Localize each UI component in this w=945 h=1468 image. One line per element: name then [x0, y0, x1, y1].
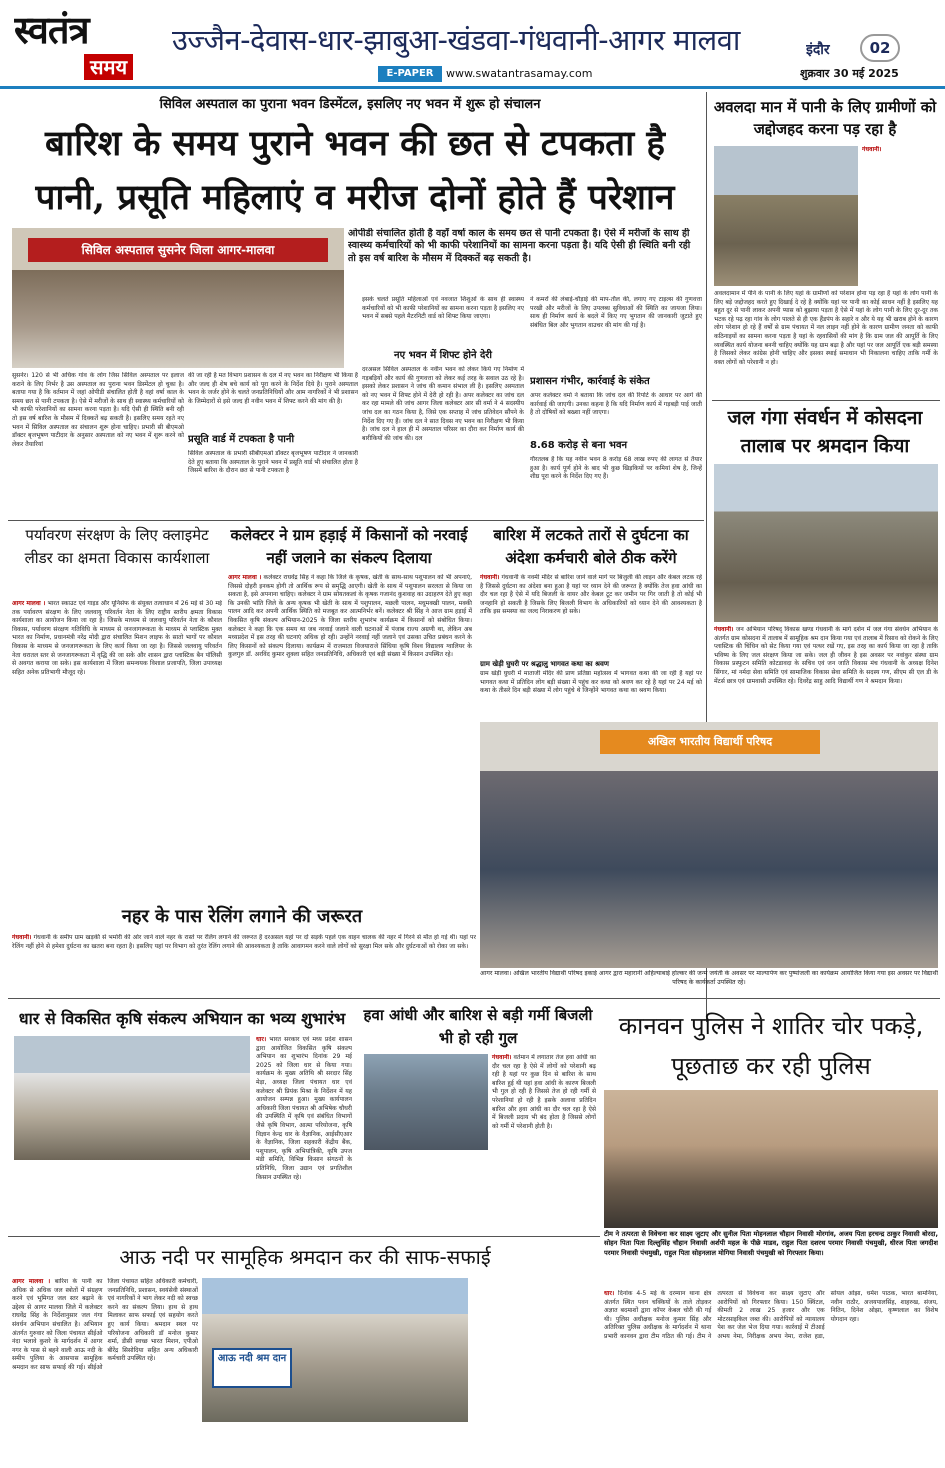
art7-headline: धार से विकसित कृषि संकल्प अभियान का भव्य शुभारंभ: [18, 1009, 346, 1028]
lead-kicker: सिविल अस्पताल का पुराना भवन डिस्मेंटल, इसलिए नए भवन में शुरू हो संचालन: [159, 97, 541, 112]
art6-text: गंधवानी के समीप ग्राम खड़की से भमोरी की ओर जाने वाले नहर के रास्ते पर रेलिंग लगाने की जरूरत है दरअसल यहां पर दो सड़कें पहले एक वाहन चालक की नहर में गिरने से मौत हो गई थी। यहां पर रेलिंग नहीं होने से हमेशा दुर्घटना का खतरा बना रहता है। इसलिए यहां पर विभाग को तुरंत रेलिंग लगाने की आवश्यकता है ताकि आवागमन करने वाले लोगों को सुरक्षा मिल सके और दुर्घटनाओं को रोका जा सके।: [12, 934, 476, 950]
masthead: [0, 0, 945, 92]
edition-title: उज्जैन-देवास-धार-झाबुआ-खंडवा-गंधवानी-आगर मालवा: [172, 23, 740, 57]
aau-river-photo: [202, 1278, 468, 1422]
epaper-badge: E-PAPER: [378, 66, 442, 82]
art5-text: गंधवानी के नवमी मंदिर से बारिश जाने वाले मार्ग पर बिजुली की लाइन और केबल लटक रहे है जिससे दुर्घटना का अंदेशा बना हुआ है यहां पर ध्यान देने की जरूरत है क्योंकि तेज हवा आंधी का दौर चल रहा है ऐसे में यदि बिजली के वायर और केबल टूट कर जमीन पर गिर जाती है तो कोई भी जनहानि हो सकती है जिसके लिए बिजली विभाग के अधिकारियों को ध्यान देने की आवश्यकता है ताकि इस समस्या का जल्द निराकरण हो सके।: [480, 574, 702, 616]
art10-body-col1: [12, 1278, 198, 1464]
villagers-water-photo: [714, 146, 858, 286]
art9-dateline: धार।: [604, 1290, 615, 1297]
shramdaan-photo: [714, 464, 938, 622]
lead-col3-wrap: [362, 296, 524, 514]
lead-col1: सुसनेर। 120 से भी अधिक गांव के लोग जिस सिविल अस्पताल पर इलाज कराने के लिए निर्भर है उस अस्पताल का पुराना भवन डिस्मेंटल हो चुका है। बताया गया है कि वर्तमान में जहां ओपीडी संचालित होती है वहां वर्षा काल के समय छत से पानी टपकता है। ऐसे में मरीजों के साथ ही स्वास्थ्य कर्मचारियों को भी काफी परेशानियों का सामना करना पड़ता है। यदि ऐसी ही स्थिति बनी रही तो इस वर्ष बारिश के मौसम में दिक्कतें बढ़ सकती है। इसलिए समय रहते नए भवन में सिविल अस्पताल का संचालन शुरू होना चाहिए। प्रभारी सी बीएमओ डॉक्टर बृजभूषण पाटीदार के अनुसार अस्पताल को नए भवन में शुरू करने को लेकर तैयारियां: [12, 372, 184, 448]
art7-text: भारत सरकार एवं मध्य प्रदेश शासन द्वारा आयोजित विकसित कृषि संकल्प अभियान का शुभारंभ दिनांक 29 मई 2025 को जिला धार से किया गया। कार्यक्रम के मुख्य अतिथि श्री सरदार सिंह मेड़ा, अध्यक्ष जिला पंचायत धार एवं कलेक्टर श्री प्रियंक मिश्रा के निर्देशन में यह आयोजन सम्पन्न हुआ। मुख्य कार्यपालन अधिकारी जिला पंचायत श्री अभिषेक चौधरी की उपस्थिति में कृषि एवं संबंधित विभागों जैसे कृषि विभाग, आत्मा परियोजना, कृषि विज्ञान केन्द्र धार के वैज्ञानिक, आईसीएआर के वैज्ञानिक, जिला सहकारी केंद्रीय बैंक, पशुपालन, कृषि अभियांत्रिकी, कृषि उपज मंडी समिति, विभिन्न किसान संगठनों के प्रतिनिधि, जिला उद्यान एवं प्रगतिशील किसान उपस्थित रहे।: [256, 1036, 352, 1181]
lead-col4: ने कमरों की लंबाई-चौड़ाई की माप-तौल की, लगाए गए टाइल्स की गुणवत्ता परखी और मरीजों के लिए उपलब्ध सुविधाओं की स्थिति का जायजा लिया। साथ ही निर्माण कार्य के बदले में किए गए भुगतान की जानकारी जुटाते हुए संबंधित बिल और भुगतान वाउचर की मांग की गई है।: [530, 296, 702, 329]
right1-body: अवलदामान में पीने के पानी के लिए यहां के ग्रामीणों को परेशान होना पड़ रहा है यहां के लोग पानी के लिए बड़े जद्दोजहद करते हुए दिखाई दे रहे है क्योंकि यहां पर पानी का कोई साधन नहीं है इसलिए यह बहुत दूर से पानी लाकर अपनी प्यास को बुझाया पड़ता है ऐसे में यहां के लोग पानी के लिए दूर-दूर तक भटक रहे पढ़ रहा गांव के लोग पालते से ही एक हैंडपंप के सहारे व और ये यह भी खराब होने के कारण लोग परेशान हो रहे हैं वर्षों से ग्राम पंचायत में नल लाइन नहीं होने के कारण ग्रामीण जनता को काफी कठिनाइयों का सामना करना पड़ता है यहां के रहवासियों की मांग है कि ग्राम जल की आपूर्ति के लिए व्यवस्थित कार्य योजना बननी चाहिए क्योंकि यह ग्राम बढ़ा है और यहां पर जल आपूर्ति एक बड़ी समस्या है जिसको लेकर कांग्रेस होनी चाहिए और इसका स्थाई समाधान भी निकालना चाहिए ताकि गर्मी के वक्त लोगों को परेशानी न हो।: [714, 290, 938, 366]
abvp-banner: अखिल भारतीय विद्यार्थी परिषद: [600, 730, 820, 754]
logo[interactable]: [14, 8, 164, 90]
lead-sub2: नए भवन में शिफ्ट होने देरी: [394, 350, 492, 361]
logo-line2: समय: [84, 54, 133, 80]
art6-dateline: गंधवानी।: [12, 934, 32, 941]
lead-sub4: 8.68 करोड़ से बना भवन: [530, 440, 628, 451]
art9-body: [604, 1290, 938, 1460]
right1-dateline: गंधवानी।: [862, 146, 882, 153]
lead-intro: ओपीडी संचालित होती है वहाँ वर्षा काल के समय छत से पानी टपकता है। ऐसे में मरीजों के साथ ही स्वास्थ्य कर्मचारियों को भी काफी परेशानियों का सामना करना पड़ता है। यदि ऐसी ही स्थिति बनी रही तो इस वर्ष बारिश के मौसम में दिक्कतें बढ़ सकती है।: [348, 228, 691, 264]
lead-col2b: सिविल अस्पताल के प्रभारी सीबीएमओ डॉक्टर बृजभूषण पाटीदार ने जानकारी देते हुए बताया कि अस्पताल के पुराने भवन में प्रसूति वार्ड भी संचालित होता है जिसमें बारिश के दौरान छत से पानी टपकता है: [188, 450, 358, 475]
lead-headline-1: बारिश के समय पुराने भवन की छत से टपकता है: [45, 123, 665, 164]
lead-sub3: प्रशासन गंभीर, कार्रवाई के संकेत: [530, 376, 650, 387]
lead-col2-wrap: [188, 372, 358, 514]
hospital-photo: [12, 228, 344, 368]
lead-col4-wrap: [530, 296, 702, 514]
right1-text: [862, 146, 938, 286]
art5-dateline: गंधवानी।: [480, 574, 500, 581]
issue-date: शुक्रवार 30 मई 2025: [800, 67, 899, 80]
art4-text: कलेक्टर राघवेंद्र सिंह ने कहा कि जिले के कृषक, खेती के साथ-साथ पशुपालन को भी अपनाएं, जिससे दोहरी इनकम होगी तो आर्थिक रूप से समृद्धि आएगी। खेती के साथ में पशुपालन सरलता से किया जा सकता है, इसे अपनाना चाहिए। कलेक्टर ने ग्राम सोयतकलां के कृषक गजानंद कुशवाह का उदाहरण देते हुए कहा कि उनकी भांति जिले के अन्य कृषक भी खेती के साथ में पशुपालन, मछली पालन, मधुमक्खी पालन, मक्की पालन आदि कर अपनी आर्थिक स्थिति को मजबूत कर आत्मनिर्भर बनें। कलेक्टर श्री सिंह ने आज ग्राम हड़ाई में विकसित कृषि संकल्प अभियान-2025 के जिला स्तरीय शुभारंभ कार्यक्रम में किसानों को संबोधित किया। कलेक्टर ने कहा कि एक समय था जब नरवाई जलाने वाली घटनाओं में पंजाब राज्य अग्रणी था, लेकिन अब मध्यप्रदेश में इस तरह की घटनाएं अधिक हो रही। उन्होंने नरवाई नहीं जलाने एवं उसका उचित प्रबंधन करने के लिए किसानों को संकल्प दिलाया। कार्यक्रम में राजमाता विजयाराजे सिंधिया कृषि विश्व विद्यालय ग्वालियर के कुलगुरु डॉ. अरविंद कुमार शुक्ला सहित जनप्रतिनिधि, अधिकारी एवं बड़ी संख्या में किसान उपस्थित रहे।: [228, 574, 472, 659]
page-number: 02: [860, 34, 900, 62]
city-label: इंदौर: [806, 42, 830, 58]
lead-sub1: प्रसूति वार्ड में टपकता है पानी: [188, 434, 295, 445]
rule-row4: [8, 1236, 600, 1237]
art10-text: बारिश के पानी का अधिक से अधिक जल स्त्रोतों में संग्रहण करने एवं भूमिगत जल स्तर बढ़ाने के उद्देश्य से आगर मालवा जिले में कलेक्टर राघवेंद्र सिंह के निर्देशानुसार जल गंगा संवर्धन अभियान संचालित है। अभियान अंतर्गत गुरुवार को जिला पंचायत सीईओ नंदा भलावे कुशरे के मार्गदर्शन में आगर नगर के पास से बहने वाली आऊ नदी के समीप पुलिया के आसपास सामूहिक श्रमदान कर साफ सफाई की गई। सीईओ जिला पंचायत सहित अधिकारी कर्मचारी, जनप्रतिनिधि, प्रशासन, स्वयंसेवी संस्थाओं एवं नागरिकों ने भाग लेकर नदी को स्वच्छ करने का संकल्प लिया। हाथ से हाथ मिलाकर साफ सफाई एवं सहयोग करते हुए कार्य किया। श्रमदान स्थल पर परियोजना अधिकारी डॉ मनोज कुमार शर्मा, डीसी स्वच्छ भारत मिशन, एपीओ बीरेंद्र सिसोदिया सहित अन्य अधिकारी कर्मचारी उपस्थित रहे।: [12, 1278, 198, 1371]
right2-text: जन अभियान परिषद् विकास खण्ड गंधवानी के मार्ग दर्शन में जल गंगा संवर्धन अभियान के अंतर्गत ग्राम कोसदना में तालाब में सामूहिक श्रम दान किया गया एवं तालाब में रिसाव को रोकने के लिए प्लास्टिक की चिंधिन को सेट किया गया एवं पत्थर रखें गए, इस तरह का कार्य किया जा रहा है ताकि भविष्य के लिए जल संरक्षण किया जा सके। जल ही जीवन है इस अवसर पर नवांकुर संस्था ग्राम विकास प्रस्फुटन समिति कोटडावदा के सचिव एवं जन जाति विकास मंच गंधवानी के अध्यक्ष दिनेश सिंगार, मां नर्मदा सेवा समिति एवं सामाजिक विकास सेवा समिति के सदस्य गण, सीएम सी एल डी के मेंटर्स छात्र एवं ग्रामवासी उपस्थित रहे। दिवरेंद्र साहु आदि विद्यार्थी गण ने श्रमदान किया।: [714, 626, 938, 685]
lead-col3: इसके चलते प्रसूति महिलाओं एवं नवजात शिशुओं के साथ ही स्वास्थ्य कर्मचारियों को भी काफी परेशानियों का सामना करना पड़ता है इसलिए नए भवन में सबसे पहले मैटरनिटी वार्ड को शिफ्ट किया जाएगा।: [362, 296, 524, 321]
lead-col3b: दरअसल सिविल अस्पताल के नवीन भवन को लेकर किये गए निर्माण में गड़बड़ियों और कार्य की गुणवत्ता को लेकर कई तरह के सवाल उठ रहे है। इसको लेकर प्रशासन ने जांच की कमान संभाल ली है। इसलिए अस्पताल को नए भवन में शिफ्ट होने में देरी हो रही है। अपर कलेक्टर का जांच दल कर रहा मामले की जांच आगर जिला कलेक्टर आर सी वर्मा ने 4 सदस्यीय जांच दल का गठन किया है, जिसे एक सप्ताह में जांच प्रतिवेदन सौंपने के निर्देश दिए गए हैं। जांच दल ने सात दिवस नए भवन का निरीक्षण भी किया है। जांच दल ने हाल ही में अस्पताल परिसर का दौरा कर निर्माण कार्य की बारीकियों की जांच की। दल: [362, 366, 524, 442]
art3-headline: पर्यावरण संरक्षण के लिए क्लाइमेट लीडर का क्षमता विकास कार्यशाला: [24, 526, 210, 567]
art8-dateline: गंधवानी।: [492, 1054, 512, 1061]
art4-dateline: आगर मालवा ।: [228, 574, 262, 581]
art7-dateline: धार।: [256, 1036, 267, 1043]
art6-headline: नहर के पास रेलिंग लगाने की जरूरत: [121, 906, 363, 927]
abvp-group-photo: [480, 722, 938, 968]
art8-text: वर्तमान में लगातार तेज हवा आंधी का दौर चल रहा है ऐसे में लोगों को परेशानी बढ़ रही है यहां पर कुछ दिन से बारिश के साथ बारिश हुई थी यहां हवा आंधी के कारण बिजली भी गुल हो रही है जिससे तेज हो रही गर्मी से परेशानियां हो रही है इसके अलावा प्रतिदिन बारिश और हवा आंधी का दौर चल रहा है ऐसे में बिजली प्रदाय भी बंद होता है जिससे लोगों को गर्मी में परेशानी होती है।: [492, 1054, 596, 1130]
rule-row3: [8, 998, 940, 999]
lead-headline-2: पानी, प्रसूति महिलाएं व मरीज दोनों होते हैं परेशान: [35, 177, 675, 218]
art8-headline: हवा आंधी और बारिश से बड़ी गर्मी बिजली भी हो रही गुल: [363, 1006, 593, 1047]
art3-text: भारत स्काउट एवं गाइड और यूनिसेफ के संयुक्त तत्वाधान में 26 मई से 30 मई तक पर्यावरण संरक्षण के लिए जलवायु परिवर्तन नेता के लिए राष्ट्रीय स्तरीय क्षमता विकास कार्यशाला का आयोजन किया जा रहा है। जिसके माध्यम से जलवायु परिवर्तन नेता के कौशल विकास, पर्यावरण संरक्षण गतिविधि के माध्यम से जनजागरूकता के माध्यम से प्लास्टिक मुक्त भारत का निर्माण, प्रधानमंत्री नरेंद्र मोदी द्वारा संचालित मिशन लाइफ के सातो भागों पर कौशल विकास के माध्यम से जनजागरूकता के लिए कार्य किया जा रहा है। जिससे जलवायु परिवर्तन नेता धरातल स्तर से जनजागरूकता में वृद्धि की जा सके और शासन द्वारा प्लास्टिक बैन पॉलिसी से अवगत कराया जा सके। इस कार्यशाला में जिला समन्वयक विशाल प्रजापति, जिला उपाध्यक्ष सहित अनेक प्रतिभागी मौजूद रहे।: [12, 600, 222, 676]
art7-body: [14, 1036, 352, 1236]
lead-col4c: गौरतलब है कि यह नवीन भवन 8 करोड़ 68 लाख रुपए की लागत से तैयार हुआ है। कार्य पूर्ण होने के बाद भी कुछ खिड़कियों पर कमियां शेष है, जिन्हें शीघ्र पूरा करने के निर्देश दिए गए हैं।: [530, 456, 702, 481]
rule-r1: [712, 400, 940, 401]
hospital-sign: सिविल अस्पताल सुसनेर जिला आगर-मालवा: [28, 238, 328, 262]
art6-body: [12, 934, 476, 994]
art4-headline: कलेक्टर ने ग्राम हड़ाई में किसानों को नरवाई नहीं जलाने का संकल्प दिलाया: [230, 526, 468, 567]
art10-headline: आऊ नदी पर सामूहिक श्रमदान कर की साफ-सफाई: [119, 1245, 491, 1269]
right2-headline: जल गंगा संवर्धन में कोसदना तालाब पर श्रमदान किया: [727, 407, 923, 457]
lead-col4b: अपर कलेक्टर वर्मा ने बताया कि जांच दल की रिपोर्ट के आधार पर आगे की कार्रवाई की जाएगी। उनका कहना है कि यदि निर्माण कार्य में गड़बड़ी पाई जाती है तो दोषियों को बख्शा नहीं जाएगा।: [530, 392, 702, 417]
art5-sub: ग्राम खेड़ी घुघरी पर श्रद्धालु भागवत कथा का श्रवण: [480, 660, 609, 668]
masthead-rule: [0, 86, 945, 89]
art5-body: [480, 574, 702, 658]
art4-body: [228, 574, 472, 896]
art3-dateline: आगर मालवा ।: [12, 600, 46, 607]
right2-dateline: गंधवानी।: [714, 626, 734, 633]
art9-caption: टीम ने तत्परता से विवेचना कर साक्ष्य जुटाए और सुनील पिता मोहनलाल चौहान निवासी मोरगांव, अजय पिता हरचन्द्र ठाकुर निवासी बोरदा, सोहन पिता पिता दिल्लुसिंह चौहान निवासी अर्शपी महल के पीछे माडव, राहुल पिता दशरथ परमार निवासी पंचमुखी, धीरज पिता जगदीश परमार निवासी पंचमुखी, राहुल पिता सोहनलाल मोगिया निवासी पंचमुखी को गिरफ्तार किया।: [604, 1230, 938, 1257]
art3-body: [12, 600, 222, 900]
art5-headline: बारिश में लटकते तारों से दुर्घटना का अंदेशा कर्मचारी बोले ठीक करेंगे: [493, 526, 689, 567]
art10-dateline: आगर मालवा ।: [12, 1278, 51, 1285]
rule-row2: [8, 520, 704, 521]
arrested-suspects-photo: [604, 1090, 938, 1228]
art9-text: दिनांक 4-5 मई के दरम्यान थाना क्षेत्र अंतर्गत स्थित पवन चक्कियों के ताले तोड़कर अज्ञात बदमाशों द्वारा कॉपर केबल चोरी की गई थी। पुलिस अधीक्षक मनोज कुमार सिंह और अतिरिक्त पुलिस अधीक्षक के मार्गदर्शन में थाना प्रभारी कानवन द्वारा टीम गठित की गई। टीम ने तत्परता से विवेचना कर साक्ष्य जुटाए और आरोपियों को गिरफ्तार किया। 150 क्विंटल, कीमती 2 लाख 25 हजार और एक मोटरसाइकिल जब्त की। आरोपियों को न्यायालय पेश कर जेल भेज दिया गया। कार्रवाई में टीआई अभय नेमा, निरीक्षक अभय नेमा, राजेश हडा, सोयल ओझा, धर्मेश पाठक, भारत बामनिया, नवीन राठौर, अजयपालसिंह, शाहरुख, संजय, नितिन, दिनेश ओझा, कृष्णलाल का विशेष योगदान रहा।: [604, 1290, 938, 1340]
lead-col2: की जा रही है मत विभाग प्रशासन के दल में नए भवन का निरीक्षण भी किया है और जल्द ही शेष बचे कार्य को पूरा करने के निर्देश दिये है। पुराने अस्पताल भवन के जर्जर होने के चलते जनप्रतिनिधियों और आम नागरिकों ने भी प्रशासन के जिम्मेदारों से इसे जल्द ही नवीन भवन में शिफ्ट करने की मांग की है।: [188, 372, 358, 405]
art9-headline: कानवन पुलिस ने शातिर चोर पकड़े, पूछताछ कर रही पुलिस: [618, 1012, 924, 1080]
aau-banner: आऊ नदी श्रम दान: [212, 1348, 292, 1388]
right1-headline: अवलदा मान में पानी के लिए ग्रामीणों को जद्दोजहद करना पड़ रहा है: [713, 98, 937, 138]
abvp-caption: आगर मालवा। अखिल भारतीय विद्यार्थी परिषद इकाई आगर द्वारा महारानी अहिल्याबाई होल्कर की जन्म जयंती के अवसर पर माल्यार्पण कर पुष्पांजली का कार्यक्रम आयोजित किया गया इस अवसर पर विद्यार्थी परिषद के कार्यकर्ता उपस्थित रहे।: [480, 970, 938, 986]
art5-text2: ग्राम खेड़ी घुघरी में माताजी मंदिर की प्राण प्रतिष्ठा महोत्सव में भागवत कथा की जा रही है यहां पर भागवत कथा में प्रतिदिन लोग बड़ी संख्या में पहुंच कर कथा को श्रवण कर रहे है यहां पर 24 मई को कथा के तीसरे दिन बड़ी संख्या में लोग पहुंचे थे जिन्होंने भागवत कथा का श्रवण किया।: [480, 670, 702, 695]
logo-line1: स्वतंत्र: [14, 8, 89, 52]
website-link[interactable]: www.swatantrasamay.com: [446, 67, 593, 80]
art8-body: [364, 1054, 596, 1234]
